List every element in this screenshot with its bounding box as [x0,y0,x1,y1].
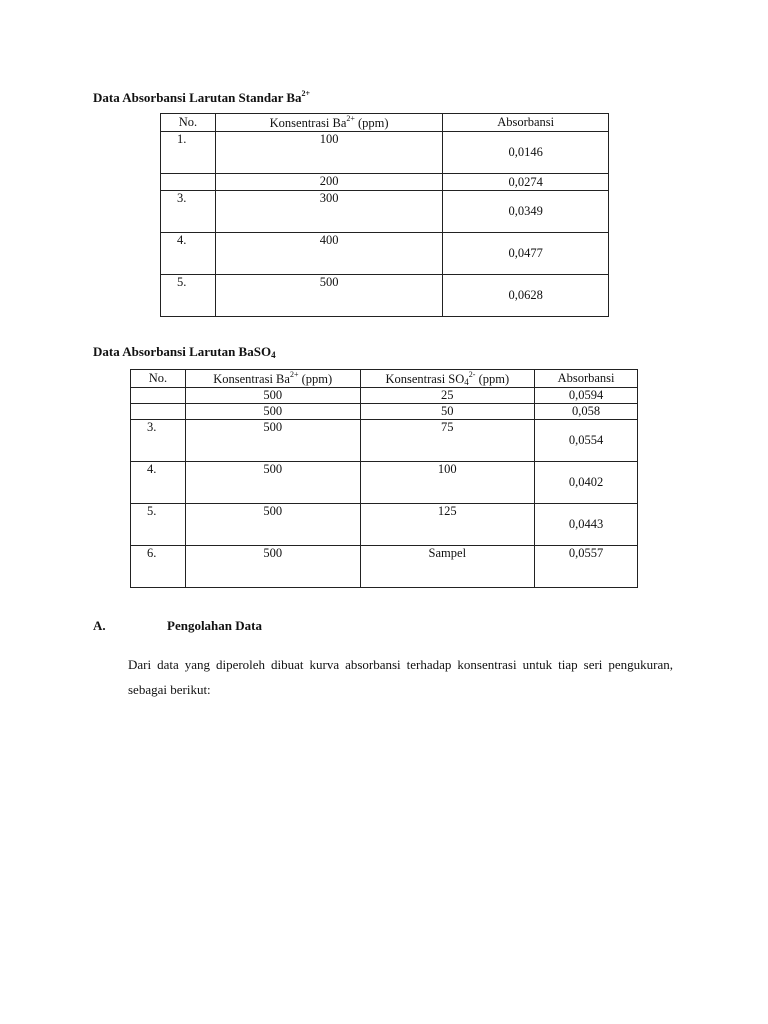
table1-cell-no: 1. [161,132,216,174]
table2-cell-ba: 500 [185,504,360,546]
table1-cell-no: 5. [161,275,216,317]
table1-cell-konsentrasi: 300 [215,191,442,233]
table1-title [93,89,310,106]
table2-header-absorbansi: Absorbansi [535,370,638,388]
table1-cell-konsentrasi: 100 [215,132,442,174]
table-row [161,233,609,275]
table1-header-absorbansi: Absorbansi [443,114,609,132]
table-row [131,546,638,588]
table2-cell-so4: 75 [360,420,535,462]
table1-header-no: No. [161,114,216,132]
table2-cell-absorbansi: 0,0402 [535,462,638,504]
table-row [161,275,609,317]
table2-cell-absorbansi: 0,0443 [535,504,638,546]
table2-header-so4-sub: 4 [464,377,469,387]
table2-baso4 [130,369,638,588]
table-row [131,388,638,404]
table-row [131,420,638,462]
table2-cell-no: 6. [131,546,186,588]
table2-cell-absorbansi: 0,0557 [535,546,638,588]
table1-standar-ba [160,113,609,317]
table1-cell-absorbansi: 0,0146 [443,132,609,174]
table2-cell-no: 3. [131,420,186,462]
table1-cell-no: 3. [161,191,216,233]
table1-title-sup: 2+ [301,89,311,98]
table2-header-ba-text: Konsentrasi Ba [213,372,290,386]
table2-cell-no [131,404,186,420]
table2-header-so4-text: Konsentrasi SO [385,372,465,386]
table2-title-text: Data Absorbansi Larutan BaSO [93,344,272,359]
section-title: Pengolahan Data [167,618,262,633]
table2-cell-no: 5. [131,504,186,546]
table1-cell-absorbansi: 0,0274 [443,174,609,191]
table2-header-no: No. [131,370,186,388]
table2-cell-ba: 500 [185,420,360,462]
table1-header-konsentrasi [215,114,442,132]
table1-header-konsentrasi-unit: (ppm) [354,116,389,130]
table2-cell-no [131,388,186,404]
table2-header-so4 [360,370,535,388]
table2-header-ba-unit: (ppm) [298,372,333,386]
table2-header-so4-unit: (ppm) [475,372,510,386]
table2-cell-so4: 100 [360,462,535,504]
table2-header-ba [185,370,360,388]
table-row [161,174,609,191]
table-row [161,132,609,174]
table2-cell-ba: 500 [185,404,360,420]
table2-cell-ba: 500 [185,462,360,504]
table2-cell-absorbansi: 0,058 [535,404,638,420]
table-row [131,404,638,420]
table1-cell-konsentrasi: 500 [215,275,442,317]
table-row [161,191,609,233]
table1-cell-absorbansi: 0,0628 [443,275,609,317]
section-letter: A. [93,618,106,633]
table2-cell-absorbansi: 0,0594 [535,388,638,404]
section-paragraph: Dari data yang diperoleh dibuat kurva absorbansi terhadap konsentrasi untuk tiap seri pengukuran, sebagai berikut: [128,657,673,697]
table2-header-ba-sup: 2+ [289,370,299,379]
table2-header-so4-sup: 2- [468,370,476,379]
table1-header-konsentrasi-text: Konsentrasi Ba [269,116,347,130]
table2-cell-so4: 50 [360,404,535,420]
table1-title-text: Data Absorbansi Larutan Standar Ba [93,90,302,105]
table1-cell-konsentrasi: 400 [215,233,442,275]
table2-cell-so4: 25 [360,388,535,404]
table1-cell-absorbansi: 0,0477 [443,233,609,275]
table1-cell-no [161,174,216,191]
table-row [131,462,638,504]
table2-cell-no: 4. [131,462,186,504]
table-row [131,504,638,546]
table1-header-row [161,114,609,132]
table1-cell-absorbansi: 0,0349 [443,191,609,233]
table2-cell-absorbansi: 0,0554 [535,420,638,462]
table2-cell-ba: 500 [185,546,360,588]
table2-cell-so4: Sampel [360,546,535,588]
table1-cell-konsentrasi: 200 [215,174,442,191]
table2-cell-so4: 125 [360,504,535,546]
table2-cell-ba: 500 [185,388,360,404]
table1-cell-no: 4. [161,233,216,275]
table2-title [93,344,276,360]
table2-title-sub: 4 [271,350,276,360]
table2-header-row [131,370,638,388]
table1-header-konsentrasi-sup: 2+ [346,114,355,123]
